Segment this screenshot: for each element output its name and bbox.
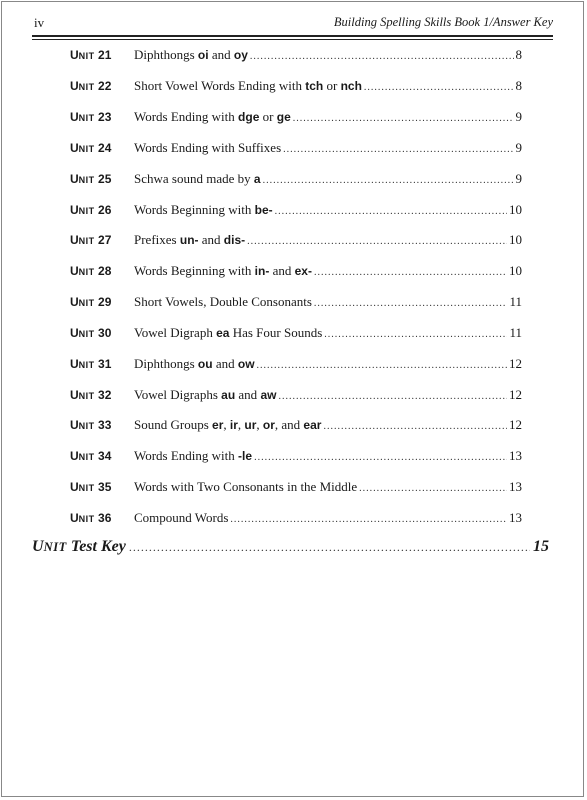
toc-entry[interactable] [70,109,522,127]
entry-line [134,448,522,464]
entry-page-number: 8 [515,78,522,93]
toc-entry[interactable] [70,479,522,497]
dot-leader [364,82,514,93]
entry-page-number: 11 [509,325,522,340]
entry-line [134,510,522,526]
entry-title: Words Beginning with in- and ex- [134,263,312,278]
toc-entry[interactable] [70,294,522,312]
toc-entry[interactable] [70,417,522,435]
test-key-page-number: 15 [533,538,549,555]
unit-label: UNIT 26 [70,203,112,217]
entry-title: Prefixes un- and dis- [134,232,246,247]
entry-title: Vowel Digraph ea Has Four Sounds [134,325,323,340]
entry-line [134,78,522,94]
entry-title: Short Vowels, Double Consonants [134,294,312,309]
dot-leader [314,298,508,309]
dot-leader [247,236,507,247]
entry-page-number: 13 [509,479,522,494]
unit-label: UNIT 24 [70,141,112,155]
toc-entry[interactable] [70,171,522,189]
entry-line [134,109,522,125]
unit-label: UNIT 36 [70,511,112,525]
entry-line [134,171,522,187]
page-number: iv [34,15,45,30]
dot-leader [263,175,514,186]
entry-line [134,263,522,279]
entry-line [134,140,522,156]
toc-entry[interactable] [70,387,522,405]
entry-page-number: 13 [509,448,522,463]
dot-leader [314,267,507,278]
header-rule-thin [32,39,553,40]
entry-line [134,479,522,495]
entry-title: Words Beginning with be- [134,202,273,217]
entry-line [134,47,522,63]
dot-leader [257,360,507,371]
unit-label: UNIT 21 [70,48,112,62]
running-head-title: Building Spelling Skills Book 1/Answer Key [333,15,553,29]
entry-page-number: 11 [509,294,522,309]
entry-page-number: 12 [509,387,522,402]
entry-page-number: 9 [515,109,522,124]
toc-entry[interactable] [70,510,522,528]
entry-page-number: 8 [515,47,522,62]
toc-entry[interactable] [70,202,522,220]
entry-line [134,387,522,403]
entry-page-number: 12 [509,356,522,371]
toc-entry[interactable] [70,448,522,466]
entry-line [134,202,522,218]
entry-page-number: 10 [509,263,522,278]
dot-leader [250,51,514,62]
toc-entry[interactable] [70,47,522,65]
entry-title: Diphthongs ou and ow [134,356,255,371]
dot-leader [129,540,530,555]
dot-leader [359,483,507,494]
unit-label: UNIT 28 [70,264,112,278]
entry-page-number: 10 [509,202,522,217]
entry-title: Sound Groups er, ir, ur, or, and ear [134,417,322,432]
unit-label: UNIT 25 [70,172,112,186]
unit-label: UNIT 22 [70,79,112,93]
entry-page-number: 13 [509,510,522,525]
test-key-entry[interactable] [32,538,553,560]
dot-leader [254,452,507,463]
unit-label: UNIT 34 [70,449,112,463]
entry-title: Vowel Digraphs au and aw [134,387,277,402]
entry-page-number: 10 [509,232,522,247]
entry-title: Schwa sound made by a [134,171,261,186]
toc-entry[interactable] [70,356,522,374]
entry-line [134,417,522,433]
test-key-label: UNIT Test Key [32,538,126,555]
entry-page-number: 9 [515,140,522,155]
dot-leader [275,206,507,217]
header-rule-thick [32,35,553,37]
dot-leader [283,144,513,155]
entry-title: Short Vowel Words Ending with tch or nch [134,78,362,93]
toc-entry[interactable] [70,140,522,158]
entry-page-number: 9 [515,171,522,186]
unit-label: UNIT 29 [70,295,112,309]
entry-line [134,232,522,248]
dot-leader [323,421,507,432]
unit-label: UNIT 31 [70,357,112,371]
dot-leader [278,391,507,402]
entry-page-number: 12 [509,417,522,432]
entry-title: Words Ending with Suffixes [134,140,282,155]
unit-label: UNIT 30 [70,326,112,340]
dot-leader [230,514,507,525]
entry-line [134,325,522,341]
unit-label: UNIT 33 [70,418,112,432]
toc-entry[interactable] [70,263,522,281]
unit-label: UNIT 27 [70,233,112,247]
entry-title: Diphthongs oi and oy [134,47,248,62]
entry-title: Words Ending with dge or ge [134,109,291,124]
entry-line [134,356,522,372]
entry-title: Words with Two Consonants in the Middle [134,479,358,494]
dot-leader [293,113,514,124]
entry-line [134,294,522,310]
unit-label: UNIT 35 [70,480,112,494]
dot-leader [324,329,507,340]
unit-label: UNIT 32 [70,388,112,402]
unit-label: UNIT 23 [70,110,112,124]
entry-title: Compound Words [134,510,229,525]
entry-title: Words Ending with -le [134,448,253,463]
toc-entry[interactable] [70,232,522,250]
toc-entry[interactable] [70,78,522,96]
toc-entry[interactable] [70,325,522,343]
